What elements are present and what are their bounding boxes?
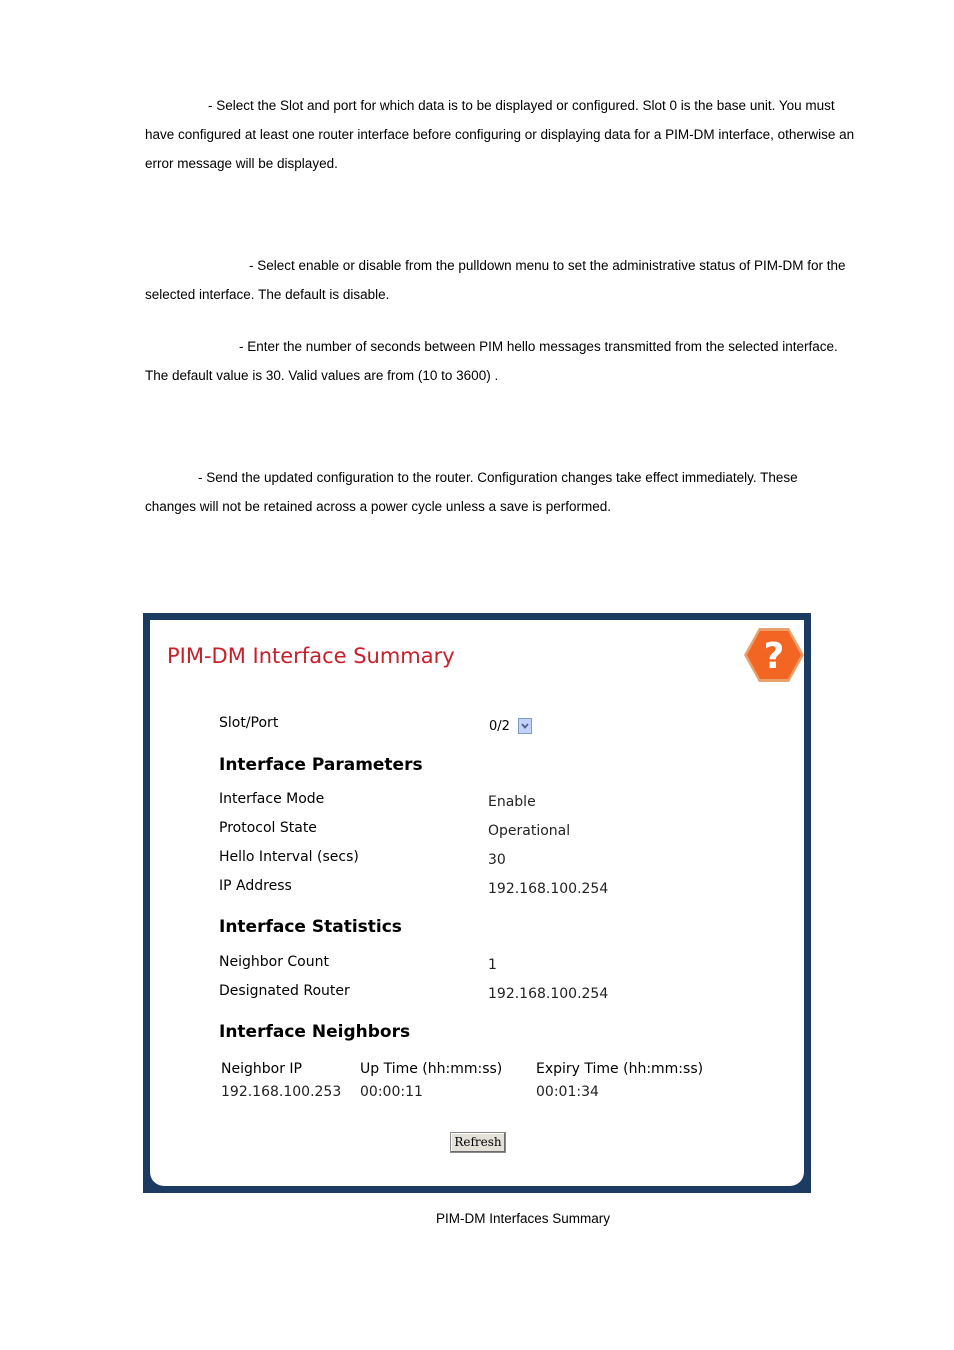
slot-port-value: 0/2 — [489, 718, 510, 734]
neighbor-count-value: 1 — [488, 957, 497, 973]
interface-mode-value: Enable — [488, 794, 536, 810]
figure-caption: PIM-DM Interfaces Summary — [435, 1211, 611, 1226]
submit-description: - Send the updated configuration to the router. Configuration changes take effect immediately. These changes will not be retained across a power cycle unless a save is performed. — [145, 470, 798, 514]
up-time-column-header: Up Time (hh:mm:ss) — [360, 1061, 503, 1077]
expiry-time-cell: 00:01:34 — [536, 1084, 599, 1100]
protocol-state-label: Protocol State — [219, 820, 317, 836]
interface-parameters-heading: Interface Parameters — [219, 755, 423, 775]
protocol-state-value: Operational — [488, 823, 571, 839]
page-title: PIM-DM Interface Summary — [167, 644, 455, 668]
slot-port-select[interactable] — [489, 716, 532, 736]
screenshot-frame — [143, 613, 811, 1193]
ip-address-value: 192.168.100.254 — [488, 881, 609, 897]
slot-port-description: - Select the Slot and port for which data is to be displayed or configured. Slot 0 is the base unit. You must have configured at least one router interface before configuring or displaying data for a PIM-DM interface, otherwise an error message will be displayed. — [145, 98, 855, 171]
refresh-button[interactable]: Refresh — [450, 1132, 506, 1153]
summary-panel — [150, 620, 804, 1186]
question-mark-icon[interactable] — [743, 627, 805, 683]
neighbor-ip-cell: 192.168.100.253 — [221, 1084, 342, 1100]
hello-interval-value: 30 — [488, 852, 506, 868]
interface-statistics-heading: Interface Statistics — [219, 917, 402, 937]
slot-port-label: Slot/Port — [219, 715, 279, 731]
neighbor-count-label: Neighbor Count — [219, 954, 329, 970]
chevron-down-icon[interactable] — [518, 718, 532, 734]
svg-text:?: ? — [763, 636, 785, 677]
admin-mode-description: - Select enable or disable from the pulldown menu to set the administrative status of PIM-DM for the selected interface. The default is disable. — [145, 258, 846, 302]
up-time-cell: 00:00:11 — [360, 1084, 423, 1100]
designated-router-value: 192.168.100.254 — [488, 986, 609, 1002]
interface-neighbors-heading: Interface Neighbors — [219, 1022, 411, 1042]
ip-address-label: IP Address — [219, 878, 292, 894]
designated-router-label: Designated Router — [219, 983, 350, 999]
expiry-time-column-header: Expiry Time (hh:mm:ss) — [536, 1061, 704, 1077]
neighbor-ip-column-header: Neighbor IP — [221, 1061, 302, 1077]
hello-interval-label: Hello Interval (secs) — [219, 849, 359, 865]
hello-interval-description: - Enter the number of seconds between PIM hello messages transmitted from the selected interface. The default value is 30. Valid values are from (10 to 3600) . — [145, 339, 838, 383]
interface-mode-label: Interface Mode — [219, 791, 325, 807]
